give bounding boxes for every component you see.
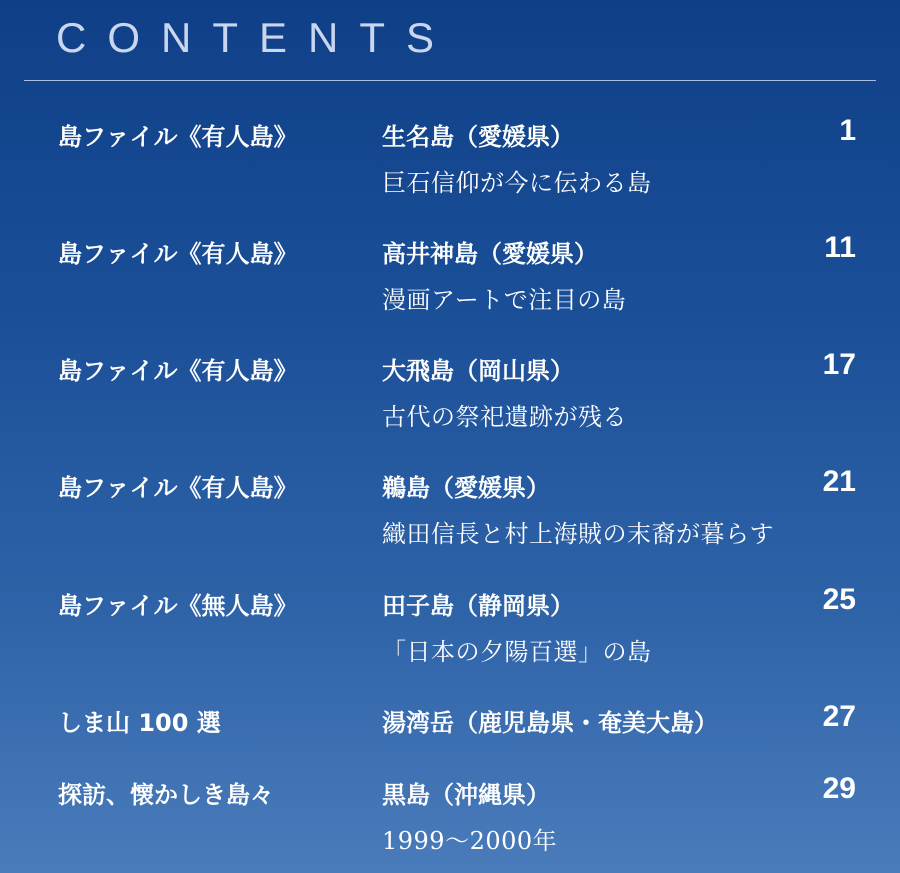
contents-title: CONTENTS	[56, 14, 455, 61]
entry-page-number: 25	[822, 583, 856, 616]
entry-page-number: 1	[839, 114, 856, 147]
entry-category: 島ファイル《有人島》	[58, 357, 298, 385]
entry-title: 黒島（沖縄県）	[382, 781, 550, 809]
entry-title: 高井神島（愛媛県）	[382, 240, 598, 268]
entry-page-number: 27	[822, 700, 856, 733]
entry-title: 湯湾岳（鹿児島県・奄美大島）	[382, 709, 718, 737]
entry-page-number: 11	[824, 231, 856, 264]
entry-page-number: 17	[822, 348, 856, 381]
entry-category: 島ファイル《有人島》	[58, 474, 298, 502]
entry-title: 田子島（静岡県）	[382, 592, 574, 620]
entry-description: 「日本の夕陽百選」の島	[382, 638, 652, 666]
entry-category: 島ファイル《有人島》	[58, 123, 298, 151]
entry-category: しま山 100 選	[58, 709, 221, 737]
entry-page-number: 21	[822, 465, 856, 498]
entry-title: 生名島（愛媛県）	[382, 123, 574, 151]
entry-description: 古代の祭祀遺跡が残る	[382, 403, 627, 431]
entry-description: 織田信長と村上海賊の末裔が暮らす	[382, 520, 774, 548]
entry-title: 鵜島（愛媛県）	[382, 474, 550, 502]
entry-description: 巨石信仰が今に伝わる島	[382, 169, 652, 197]
entry-category: 島ファイル《無人島》	[58, 592, 298, 620]
entry-page-number: 29	[822, 772, 856, 805]
entry-description: 1999～2000年	[382, 827, 558, 855]
entry-category: 探訪、懐かしき島々	[58, 781, 274, 809]
entry-description: 漫画アートで注目の島	[382, 286, 627, 314]
entry-title: 大飛島（岡山県）	[382, 357, 574, 385]
entry-category: 島ファイル《有人島》	[58, 240, 298, 268]
title-divider	[24, 80, 876, 81]
